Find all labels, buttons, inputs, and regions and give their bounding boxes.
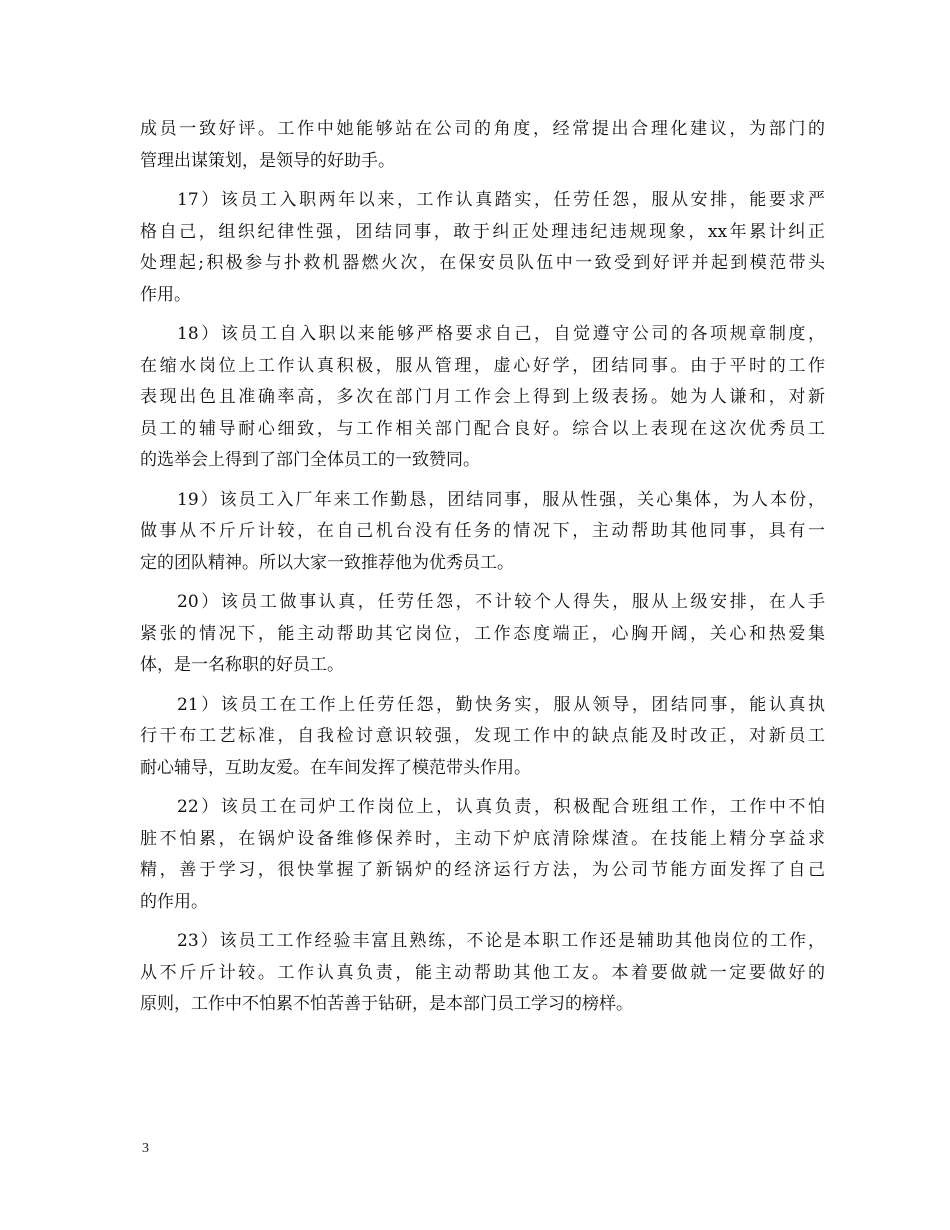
text-line: 22）该员工在司炉工作岗位上，认真负责，积极配合班组工作，工作中不怕 — [177, 797, 825, 817]
text-line: 体，是一名称职的好员工。 — [140, 655, 344, 675]
text-line: 做事从不斤斤计较，在自己机台没有任务的情况下，主动帮助其他同事，具有一 — [140, 521, 825, 541]
text-line: 20）该员工做事认真，任劳任怨，不计较个人得失，服从上级安排，在人手 — [177, 592, 825, 612]
paragraph-item-22 — [140, 792, 825, 918]
text-line: 23）该员工工作经验丰富且熟练，不论是本职工作还是辅助其他岗位的工作， — [177, 931, 825, 951]
paragraph-item-18 — [140, 319, 825, 477]
paragraph-item-17 — [140, 185, 825, 311]
text-line: 处理起;积极参与扑救机器燃火次，在保安员队伍中一致受到好评并起到模范带头 — [140, 253, 825, 273]
text-line: 18）该员工自入职以来能够严格要求自己，自觉遵守公司的各项规章制度， — [177, 324, 825, 344]
text-line: 表现出色且准确率高，多次在部门月工作会上得到上级表扬。她为人谦和，对新 — [140, 387, 825, 407]
paragraph-item-20 — [140, 587, 825, 682]
text-line: 的选举会上得到了部门全体员工的一致赞同。 — [140, 450, 480, 470]
text-line: 21）该员工在工作上任劳任怨，勤快务实，服从领导，团结同事，能认真执 — [177, 694, 825, 715]
text-line: 行干布工艺标准，自我检讨意识较强，发现工作中的缺点能及时改正，对新员工 — [140, 726, 825, 746]
paragraph-item-23 — [140, 926, 825, 1021]
page-number: 3 — [142, 1141, 149, 1156]
text-line: 17）该员工入职两年以来，工作认真踏实，任劳任怨，服从安排，能要求严 — [177, 190, 825, 210]
text-line: 的作用。 — [140, 891, 208, 912]
text-line: 作用。 — [140, 284, 191, 305]
text-line: 19）该员工入厂年来工作勤恳，团结同事，服从性强，关心集体，为人本份， — [177, 489, 825, 510]
text-line: 格自己，组织纪律性强，团结同事，敢于纠正处理违纪违规现象，xx年累计纠正 — [140, 221, 825, 242]
paragraph-item-21 — [140, 690, 825, 785]
text-line: 脏不怕累，在锅炉设备维修保养时，主动下炉底清除煤渣。在技能上精分享益求 — [140, 828, 825, 849]
document-body — [140, 114, 825, 1021]
text-line: 定的团队精神。所以大家一致推荐他为优秀员工。 — [140, 552, 514, 573]
text-line: 在缩水岗位上工作认真积极，服从管理，虚心好学，团结同事。由于平时的工作 — [140, 355, 825, 376]
text-line: 紧张的情况下，能主动帮助其它岗位，工作态度端正，心胸开阔，关心和热爱集 — [140, 623, 825, 644]
paragraph-continuation — [140, 114, 825, 177]
paragraph-item-19 — [140, 485, 825, 580]
text-line: 耐心辅导，互助友爱。在车间发挥了模范带头作用。 — [140, 757, 531, 778]
text-line: 员工的辅导耐心细致，与工作相关部门配合良好。综合以上表现在这次优秀员工 — [140, 418, 825, 439]
text-line: 精，善于学习，很快掌握了新锅炉的经济运行方法，为公司节能方面发挥了自己 — [140, 860, 825, 880]
text-line: 原则，工作中不怕累不怕苦善于钻研，是本部门员工学习的榜样。 — [140, 994, 633, 1014]
text-line: 成员一致好评。工作中她能够站在公司的角度，经常提出合理化建议，为部门的 — [140, 119, 825, 139]
text-line: 从不斤斤计较。工作认真负责，能主动帮助其他工友。本着要做就一定要做好的 — [140, 962, 825, 983]
text-line: 管理出谋策划，是领导的好助手。 — [140, 150, 395, 171]
